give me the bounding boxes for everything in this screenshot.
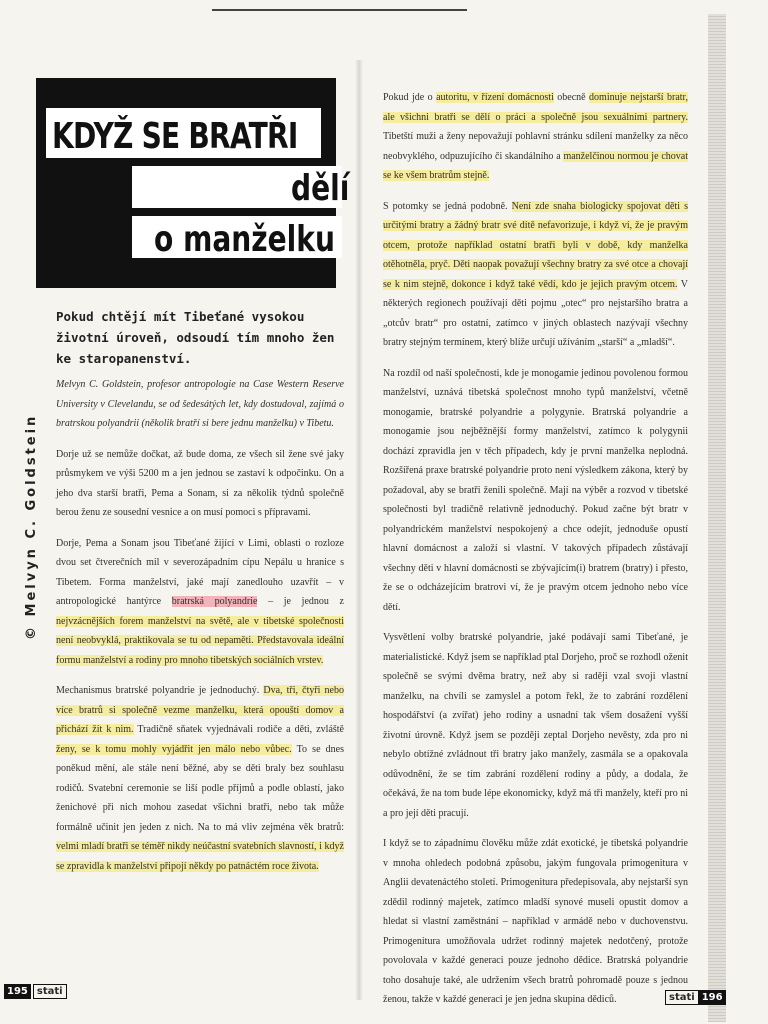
paragraph <box>383 197 688 353</box>
author-intro: Melvyn C. Goldstein, profesor antropologie na Case Western Reserve University v Clevelandu, se od šedesátých let, kdy dostudoval, zajímá o bratrskou polyandrii (několik bratří si bere jednu manželku) v Tibetu. <box>56 379 344 429</box>
lead-paragraph: Pokud chtějí mít Tibeťané vysokou životní úroveň, odsoudí tím mnoho žen ke staropanenství. <box>56 309 335 366</box>
text-run: Tradičně sňatek vyjednávali rodiče a děti, zvláště <box>133 724 344 735</box>
paragraph <box>56 681 344 876</box>
yellow-highlight: manželčinou normou je chovat se ke všem bratrům stejně. <box>383 150 688 181</box>
text-run: Pokud jde o <box>383 92 437 103</box>
top-rule <box>212 9 467 11</box>
footer-right <box>663 990 726 1005</box>
left-column <box>56 375 344 887</box>
right-column <box>383 88 688 1021</box>
yellow-highlight: nejvzácnějších forem manželství na světě, ale v tibetské společnosti není neobvyklá, praktikovala se tu od nepaměti. Představovala ideální formu manželství a rodiny pro mnoho tibetských sociálních vrstev. <box>56 615 344 666</box>
text-run: obecně <box>553 92 590 103</box>
section-label-left: stati <box>33 984 67 999</box>
text-run: To se dnes poněkud mění, ale stále není běžné, aby se děti braly bez souhlasu rodičů. Svatební ceremonie se liší podle příjmů a podle oblastí, jako ženichové při nich mohou zasedat všichni bratři, nebo tak může formálně učinit jen jeden z nich. Na to má vliv zejména věk bratrů: <box>56 743 344 833</box>
title-line-3: o manželku <box>154 219 335 260</box>
title-line-1: KDYŽ SE BRATŘI <box>52 116 298 157</box>
text-run: S potomky se jedná podobně. <box>383 200 512 212</box>
yellow-highlight: velmi mladí bratři se téměř nikdy neúčastní svatebních slavností, i když se zpravidla k manželství připojí někdy po patnáctém roce života. <box>56 841 344 872</box>
paragraph <box>383 88 688 186</box>
yellow-highlight: ženy, se k tomu mohly vyjádřit jen málo nebo vůbec. <box>56 743 292 755</box>
title-line-2: dělí <box>291 168 350 209</box>
paragraph: Na rozdíl od naší společnosti, kde je monogamie jedinou povolenou formou manželství, uznává tibetská společnost mnoho typů manželství, včetně monogamie, bratrské polyandrie a polygynie. Bratrská polyandrie a monogamie jsou nejběžnější formy manželství, zatímco k polygynii dochází zpravidla jen v těch případech, kdy je první manželka neplodná. Rozšířená praxe bratrské polyandrie proto není výsledkem zákona, který by požadoval, aby se bratři ženili společně. Mají na výběr a rozvod v tibetské společnosti byl tradičně relativně jednoduchý. Pokud začne být bratr v polyandrickém manželství nespokojený a chce odejít, jednoduše opustí hlavní domácnost a založí si vlastní. V takových případech zůstávají všechny děti v hlavní domácnosti se zbývajícím(i) bratrem (bratry) i přesto, že se o odcházejícím bratrovi ví, že je pravým otcem jednoho nebo více dětí. <box>383 367 688 613</box>
text-run: Mechanismus bratrské polyandrie je jednoduchý. <box>56 685 264 696</box>
footer-left <box>4 984 67 999</box>
paragraph: I když se to západnímu člověku může zdát exotické, je tibetská polyandrie v mnoha ohledech podobná způsobu, jakým fungovala primogenitura v Anglii devatenáctého století. Primogenitura předepisovala, aby nejstarší syn zdědil rodinný majetek, zatímco mladší synové museli opustit domov a hledat si vlastní zaměstnání – například v armádě nebo v duchovenstvu. Primogenitura umožňovala udržet rodinný majetek nedotčený, protože povolovala v každé generaci pouze jednoho dědice. Bratrská polyandrie toho dosahuje také, ale udržením všech bratrů pohromadě pouze s jednou ženou, takže v každé generaci je jen jedna skupina dědiců. <box>383 838 688 1005</box>
author-credit-vertical: © Melvyn C. Goldstein <box>24 413 39 640</box>
paragraph: Dorje už se nemůže dočkat, až bude doma, ze všech sil žene své jaky průsmykem ve výši 5200 m a jen jednou se zastaví k odpočinku. On a jeho dva starší bratři, Pema a Sonam, si za několik týdnů společně berou ženu ze sousední vesnice a on musí pomoci s přípravami. <box>56 448 344 518</box>
title-block <box>36 78 350 288</box>
text-run: V některých regionech používají děti pojmu „otec“ pro nejstaršího bratra a „otcův bratr“ pro ostatní, zatímco v jiných oblastech nazývají všechny bratry stejným termínem, který blíže určují užíváním „starší“ a „mladší“. <box>383 278 688 348</box>
text-run: Dorje, Pema a Sonam jsou Tibeťané žijící v Limi, oblasti o rozloze dvou set čtverečních mil v severozápadním cípu Nepálu u hranice s Tibetem. Forma manželství, jaké mají zanedlouho uzavřít – v antropologické hantýrce <box>56 537 344 607</box>
page-spine-shadow <box>355 60 363 1000</box>
page-number-right: 196 <box>699 990 726 1005</box>
section-label-right: stati <box>665 990 699 1005</box>
text-run: Tibetští muži a ženy nepovažují pohlavní stránku sdílení manželky za něco neobvyklého, odpuzujícího či skandálního a <box>383 131 688 162</box>
text-run: – je jednou z <box>257 596 344 607</box>
paragraph: Vysvětlení volby bratrské polyandrie, jaké podávají sami Tibeťané, je materialistické. Když jsem se například ptal Dorjeho, proč se rozhodl oženit společně se svými dvěma bratry, než aby si raději vzal svoji vlastní manželku, na chvíli se zamyslel a potom řekl, že to zabrání rozdělení hospodářství (a zvířat) jeho rodiny a usnadní tak všem dosažení vyšší životní úrovně. Když jsem se později zeptal Dorjeho nevěsty, zda pro ni nebylo obtížné zvládnout tři bratry jako manžely, zasmála se a opakovala odůvodnění, že se tím zabrání rozdělení rodiny a půdy, a dodala, že očekává, že na tom bude lépe ekonomicky, když má tři manžely, kteří pro ni a pro její děti pracují. <box>383 632 688 819</box>
paragraph <box>56 534 344 671</box>
yellow-highlight: autoritu, v řízení domácnosti <box>436 92 554 103</box>
pink-highlight: bratrská polyandrie <box>171 596 258 607</box>
yellow-highlight: Dva, tři, čtyři nebo více bratrů si společně vezme manželku, která opouští domov a přichází žít k nim. <box>56 685 344 735</box>
page-number-left: 195 <box>4 984 31 999</box>
yellow-highlight: Není zde snaha biologicky spojovat děti s určitými bratry a žádný bratr své dítě nefavorizuje, i když ví, že je pravým otcem, protože například ostatní bratři byli v době, kdy manželka otěhotněla, pryč. Děti naopak považují všechny bratry za své otce a chovají se k nim stejně, dokonce i když také vědí, kdo je jejich pravým otcem. <box>383 200 688 290</box>
page-edge <box>708 14 726 1022</box>
yellow-highlight: dominuje nejstarší bratr, ale všichni bratři se dělí o práci a společně jsou sexuálními partnery. <box>383 92 688 123</box>
